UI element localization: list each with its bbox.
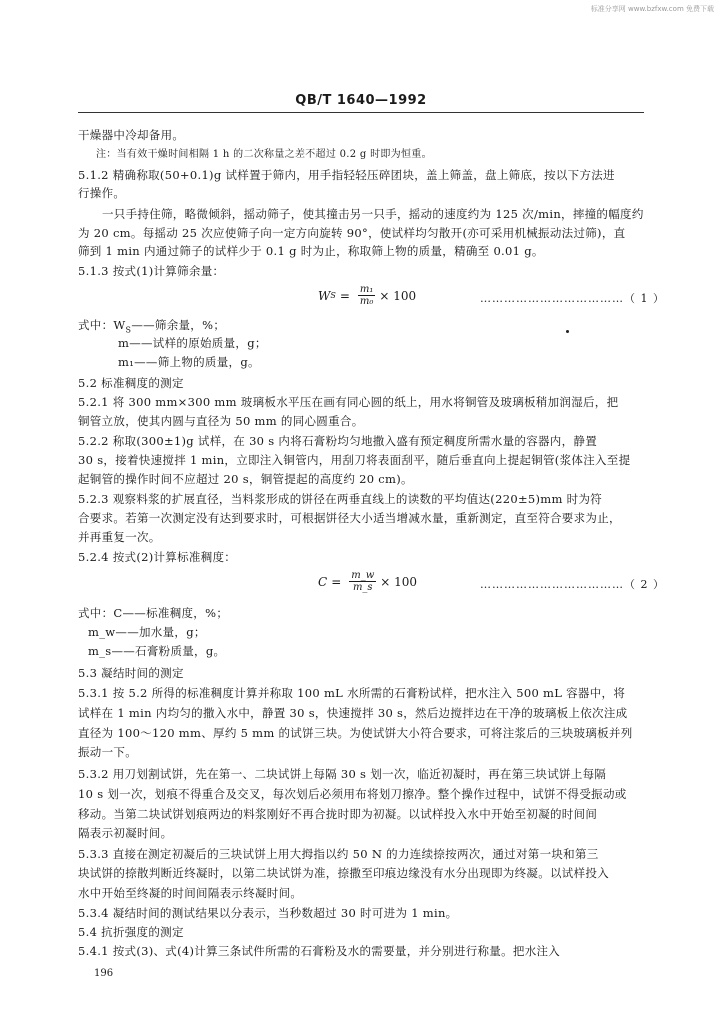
text-line: 隔表示初凝时间。 xyxy=(78,826,173,840)
text-line: 块试饼的捺散判断近终凝时，以第二块试饼为准，捺撒至印痕边缘没有水分出现即为终凝。以试样投入 xyxy=(78,866,609,880)
text-line: 5.4.1 按式(3)、式(4)计算三条试件所需的石膏粉及水的需要量，并分别进行称量。把水注入 xyxy=(78,944,561,958)
text-line: 5.3.4 凝结时间的测试结果以分表示，当秒数超过 30 时可进为 1 min。 xyxy=(78,906,458,920)
formula-1-lhs-sub: S xyxy=(330,291,336,300)
text-line: 一只手持住筛，略微倾斜，摇动筛子，使其撞击另一只手，摇动的速度约为 125 次/min，摔撞的幅度约 xyxy=(102,207,644,221)
text-line: 5.2.3 观察料浆的扩展直径，当料浆形成的饼径在两垂直线上的读数的平均值达(220±5)mm 时为符 xyxy=(78,492,603,506)
formula-2: C = $\frac{m\_w}{m\_s}$ × 100 xyxy=(318,570,418,593)
text-line: 为 20 cm。每摇动 25 次应使筛子向一定方向旋转 90°，使试样均匀散开(亦可采用机械振动法过筛)，直 xyxy=(78,226,626,240)
definition-line xyxy=(78,318,644,337)
formula-1-numerator: m₁ xyxy=(359,284,374,295)
text-line: 10 s 划一次，划痕不得重合及交叉，每次划后必须用布将划刀擦净。整个操作过程中，试饼不得受振动或 xyxy=(78,787,627,801)
definition-line: 式中：C——标准稠度，%； xyxy=(78,606,229,620)
text-line: 干燥器中冷却备用。 xyxy=(78,128,185,142)
formula-2-denominator: m_s xyxy=(352,582,373,593)
header-rule xyxy=(78,112,644,113)
text-line: 5.2.1 将 300 mm×300 mm 玻璃板水平压在画有同心圆的纸上，用水将铜管及玻璃板稍加润湿后，把 xyxy=(78,395,619,409)
formula-1-fraction xyxy=(358,284,376,307)
text-line: 合要求。若第一次测定没有达到要求时，可根据饼径大小适当增减水量，重新测定，直至符合要求为止， xyxy=(78,511,621,525)
definition-line: m——试样的原始质量，g； xyxy=(118,336,267,350)
formula-2-numerator: m_w xyxy=(351,570,375,581)
section-heading: 5.2 标准稠度的测定 xyxy=(78,376,184,390)
text-line: 5.3.3 直接在测定初凝后的三块试饼上用大拇指以约 50 N 的力连续捺按两次，通过对第一块和第三 xyxy=(78,847,599,861)
text-line: 起铜管的操作时间不应超过 20 s，铜管提起的高度约 20 cm)。 xyxy=(78,472,413,486)
text-line: 筛到 1 min 内通过筛子的试样少于 0.1 g 时为止，称取筛上物的质量，精确至 0.01 g。 xyxy=(78,244,544,258)
formula-2-rhs: × 100 xyxy=(380,574,418,589)
text-line: 5.3.1 按 5.2 所得的标准稠度计算并称取 100 mL 水所需的石膏粉试样，把水注入 500 mL 容器中，将 xyxy=(78,686,626,700)
formula-1-lhs: W xyxy=(318,288,331,303)
watermark: 标准分享网 www.bzfxw.com 免费下载 xyxy=(590,5,714,13)
section-heading: 5.3 凝结时间的测定 xyxy=(78,666,184,680)
section-heading: 5.4 抗折强度的测定 xyxy=(78,925,184,939)
text-line: 振动一下。 xyxy=(78,745,137,759)
text-line: 水中开始至终凝的时间间隔表示终凝时间。 xyxy=(78,886,303,900)
text-line: 行操作。 xyxy=(78,186,126,200)
definition-line: m_s——石膏粉质量，g。 xyxy=(88,644,226,658)
text-line: 30 s，接着快速搅拌 1 min，立即注入铜管内，用刮刀将表面刮平，随后垂直向上提起铜管(浆体注入至提 xyxy=(78,453,631,467)
text-line: 5.1.2 精确称取(50+0.1)g 试样置于筛内，用手指轻轻压碎团块，盖上筛盖，盘上筛底，按以下方法进 xyxy=(78,168,615,182)
formula-2-fraction xyxy=(349,570,376,593)
text-line: 5.2.4 按式(2)计算标准稠度： xyxy=(78,550,237,564)
text-line: 直径为 100～120 mm、厚约 5 mm 的试饼三块。为使试饼大小符合要求，可将注浆后的三块玻璃板并列 xyxy=(78,726,633,740)
text-line: 5.3.2 用刀划割试饼，先在第一、二块试饼上每隔 30 s 划一次，临近初凝时，再在第三块试饼上每隔 xyxy=(78,767,607,781)
note-line: 注：当有效干燥时间相隔 1 h 的二次称量之差不超过 0.2 g 时即为恒重。 xyxy=(96,149,432,160)
text-line: 并再重复一次。 xyxy=(78,530,161,544)
formula-2-lhs: C xyxy=(318,574,328,589)
text-line: 5.1.3 按式(1)计算筛余量： xyxy=(78,264,225,278)
definition-line: m_w——加水量，g； xyxy=(88,625,206,639)
text-line: 铜管立放，使其内圆与直径为 50 mm 的同心圆重合。 xyxy=(78,414,364,428)
formula-1-denominator: m₀ xyxy=(359,296,374,307)
scan-speck xyxy=(566,330,569,333)
page-header: QB/T 1640—1992 xyxy=(295,93,427,108)
page-number: 196 xyxy=(94,968,114,979)
def-text: ——筛余量，%； xyxy=(131,318,226,332)
text-line: 试样在 1 min 内均匀的撒入水中，静置 30 s，快速搅拌 30 s，然后边搅拌边在干净的玻璃板上依次注成 xyxy=(78,706,628,720)
definition-line: m₁——筛上物的质量，g。 xyxy=(118,355,260,369)
equation-number-2: ………………………………（ 2 ） xyxy=(480,578,665,591)
formula-1-rhs: × 100 xyxy=(379,288,417,303)
formula-1: W S = $\frac{\text{m₁}}{\text{m₀}}$ × 100 xyxy=(318,284,417,307)
def-sub: S xyxy=(125,325,132,335)
def-label: 式中：W xyxy=(78,318,126,332)
text-line: 5.2.2 称取(300±1)g 试样，在 30 s 内将石膏粉均匀地撒入盛有预定稠度所需水量的容器内，静置 xyxy=(78,434,598,448)
text-line: 移动。当第二块试饼划痕两边的料浆刚好不再合拢时即为初凝。以试样投入水中开始至初凝的时间间 xyxy=(78,807,598,821)
equation-number-1: ………………………………（ 1 ） xyxy=(480,292,665,305)
